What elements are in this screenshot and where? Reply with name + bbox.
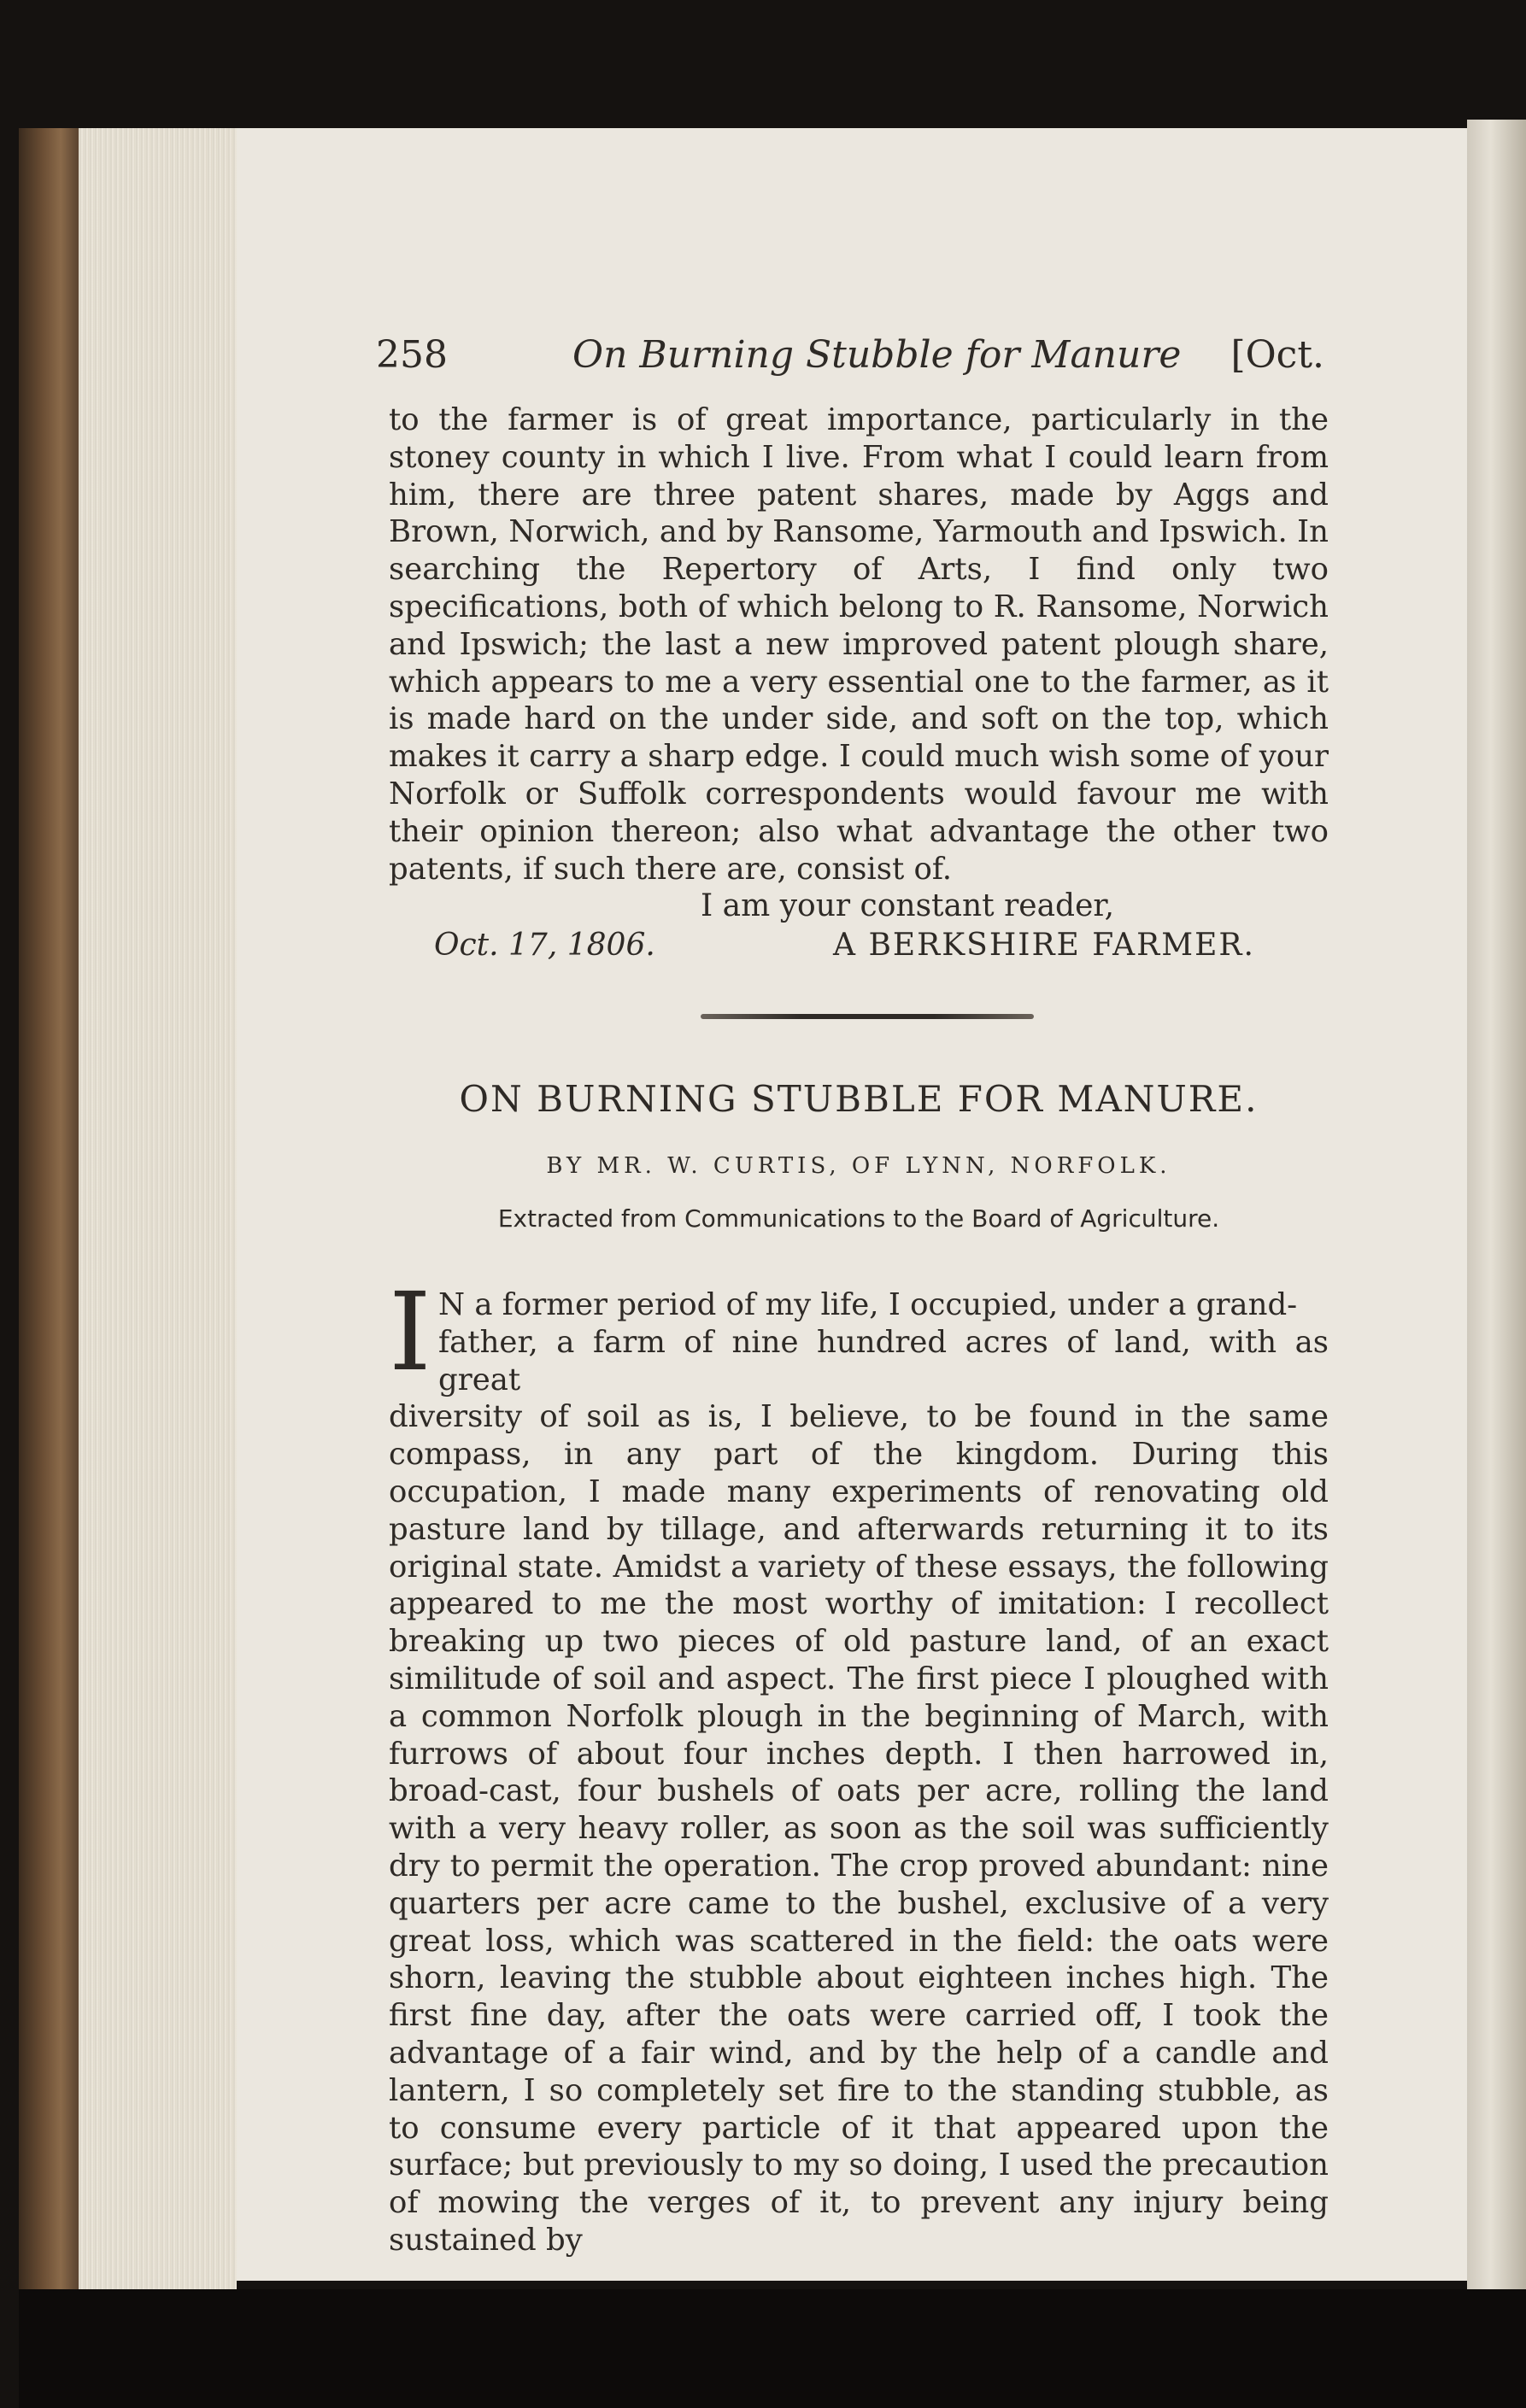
- article-source: Extracted from Communications to the Board of Agriculture.: [497, 1204, 1220, 1233]
- letter-signature: A BERKSHIRE FARMER.: [833, 928, 1255, 963]
- letter-date: Oct. 17, 1806.: [434, 928, 655, 963]
- letter-paragraph: to the farmer is of great importance, particularly in the stoney county in which I live. From what I could learn from him, there are three patent shares, made by Aggs and Brown, Norwich, and by Ransome, Yarmouth and Ipswich. In searching the Repertory of Arts, I find only two specifications, both of which belong to R. Ransome, Norwich and Ipswich; the last a new improved patent plough share, which appears to me a very essential one to the farmer, as it is made hard on the under side, and soft on the top, which makes it carry a sharp edge. I could much wish some of your Norfolk or Suffolk correspondents would favour me with their opinion thereon; also what advantage the other two patents, if such there are, consist of.: [389, 402, 1329, 887]
- second-line: father, a farm of nine hundred acres of land, with as great: [438, 1324, 1329, 1397]
- letter-closing: I am your constant reader,: [701, 888, 1115, 923]
- article-title: ON BURNING STUBBLE FOR MANURE.: [459, 1078, 1259, 1120]
- article-body: [389, 1286, 1329, 2259]
- letter-body: [389, 401, 1329, 888]
- article-byline: BY MR. W. CURTIS, OF LYNN, NORFOLK.: [546, 1153, 1171, 1179]
- running-header: [376, 333, 1324, 384]
- first-line: N a former period of my life, I occupied, under a grand-: [438, 1287, 1298, 1322]
- page-number: 258: [376, 333, 448, 377]
- facing-page-edge: [1467, 120, 1526, 2289]
- book-cover-edge: [19, 128, 79, 2294]
- page-stack-edge: [79, 128, 237, 2289]
- running-month: [Oct.: [1230, 333, 1324, 377]
- body-paragraph: diversity of soil as is, I believe, to be found in the same compass, in any part of the kingdom. During this occupation, I made many experiments of renovating old pasture land by tillage, and afterwards returning it to its original state. Amidst a variety of these essays, the following appeared to me the most worthy of imitation: I recollect breaking up two pieces of old pasture land, of an exact similitude of soil and aspect. The first piece I ploughed with a common Norfolk plough in the beginning of March, with furrows of about four inches depth. I then harrowed in, broad-cast, four bushels of oats per acre, rolling the land with a very heavy roller, as soon as the soil was sufficiently dry to permit the operation. The crop proved abundant: nine quarters per acre came to the bushel, exclusive of a very great loss, which was scattered in the field: the oats were shorn, leaving the stubble about eighteen inches high. The first fine day, after the oats were carried off, I took the advantage of a fair wind, and by the help of a candle and lantern, I so completely set fire to the standing stubble, as to consume every particle of it that appeared upon the surface; but previously to my so doing, I used the precaution of mowing the verges of it, to prevent any injury being sustained by: [389, 1399, 1329, 2258]
- background-shadow: [19, 2289, 1526, 2408]
- drop-cap: I: [389, 1269, 431, 1395]
- section-divider: [701, 1014, 1034, 1019]
- running-title: On Burning Stubble for Manure: [572, 333, 1182, 377]
